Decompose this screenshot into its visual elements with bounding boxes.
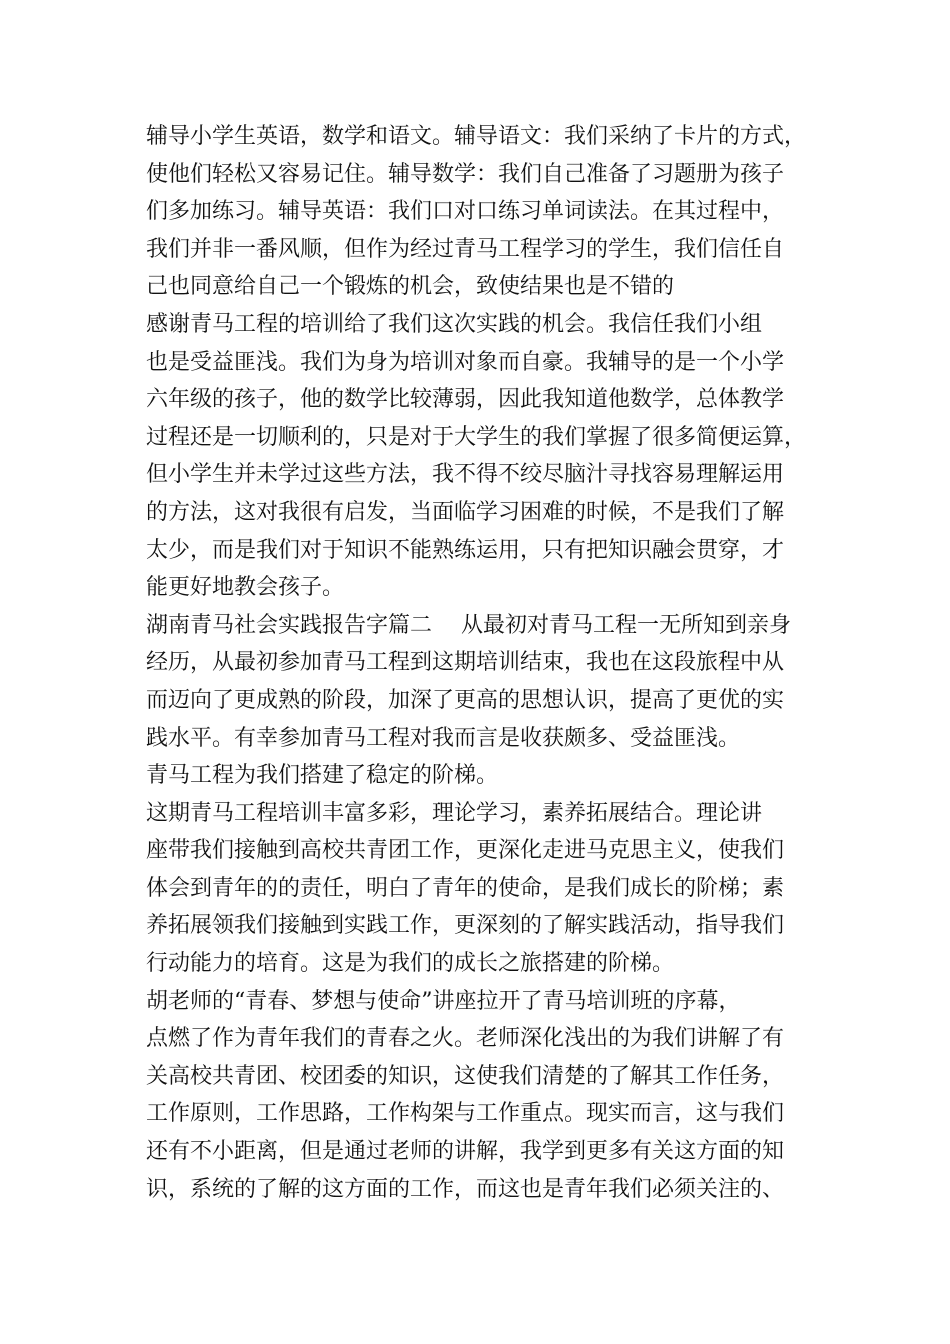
text-line: 们多加练习。辅导英语：我们口对口练习单词读法。在其过程中，: [146, 199, 785, 225]
text-line: 工作原则，工作思路，工作构架与工作重点。现实而言，这与我们: [146, 1101, 785, 1127]
text-line: 过程还是一切顺利的，只是对于大学生的我们掌握了很多简便运算，: [146, 424, 807, 450]
text-line: 的方法，这对我很有启发，当面临学习困难的时候，不是我们了解: [146, 499, 785, 525]
text-line: 关高校共青团、校团委的知识，这使我们清楚的了解其工作任务，: [146, 1063, 785, 1089]
text-line: 我们并非一番风顺，但作为经过青马工程学习的学生，我们信任自: [146, 236, 785, 262]
text-line: 还有不小距离，但是通过老师的讲解，我学到更多有关这方面的知: [146, 1139, 785, 1165]
text-line: 己也同意给自己一个锻炼的机会，致使结果也是不错的: [146, 274, 675, 300]
paragraph-tutoring-subjects: [146, 118, 806, 306]
text-line: 使他们轻松又容易记住。辅导数学：我们自己准备了习题册为孩子: [146, 161, 785, 187]
text-line: 也是受益匪浅。我们为身为培训对象而自豪。我辅导的是一个小学: [146, 349, 785, 375]
text-line: 经历，从最初参加青马工程到这期培训结束，我也在这段旅程中从: [146, 650, 785, 676]
paragraph-gratitude: [146, 306, 806, 607]
text-line: 行动能力的培育。这是为我们的成长之旅搭建的阶梯。: [146, 951, 675, 977]
paragraph-training-content: [146, 795, 806, 983]
text-line: 体会到青年的的责任，明白了青年的使命，是我们成长的阶梯；素: [146, 875, 785, 901]
text-line: 但小学生并未学过这些方法，我不得不绞尽脑汁寻找容易理解运用: [146, 462, 785, 488]
text-line: 青马工程为我们搭建了稳定的阶梯。: [146, 763, 499, 789]
document-body: [146, 118, 806, 1208]
text-line: 能更好地教会孩子。: [146, 575, 345, 601]
text-line: 太少，而是我们对于知识不能熟练运用，只有把知识融会贯穿，才: [146, 537, 785, 563]
text-line: 这期青马工程培训丰富多彩，理论学习，素养拓展结合。理论讲: [146, 800, 763, 826]
text-line: 胡老师的“青春、梦想与使命”讲座拉开了青马培训班的序幕，: [146, 988, 741, 1014]
text-line: 点燃了作为青年我们的青春之火。老师深化浅出的为我们讲解了有: [146, 1026, 785, 1052]
text-line: 养拓展领我们接触到实践工作，更深刻的了解实践活动，指导我们: [146, 913, 785, 939]
text-line: 识，系统的了解的这方面的工作，而这也是青年我们必须关注的、: [146, 1176, 785, 1202]
text-line: 辅导小学生英语，数学和语文。辅导语文：我们采纳了卡片的方式，: [146, 124, 807, 149]
text-line: 而迈向了更成熟的阶段，加深了更高的思想认识，提高了更优的实: [146, 687, 785, 713]
text-line: 座带我们接触到高校共青团工作，更深化走进马克思主义，使我们: [146, 838, 785, 864]
paragraph-report-part-two: [146, 607, 806, 757]
text-line: 六年级的孩子，他的数学比较薄弱，因此我知道他数学，总体教学: [146, 387, 785, 413]
paragraph-teacher-lecture: [146, 983, 806, 1209]
text-line: 湖南青马社会实践报告字篇二 从最初对青马工程一无所知到亲身: [146, 612, 791, 638]
paragraph-stable-ladder: [146, 757, 806, 795]
text-line: 践水平。有幸参加青马工程对我而言是收获颇多、受益匪浅。: [146, 725, 741, 751]
text-line: 感谢青马工程的培训给了我们这次实践的机会。我信任我们小组: [146, 311, 763, 337]
